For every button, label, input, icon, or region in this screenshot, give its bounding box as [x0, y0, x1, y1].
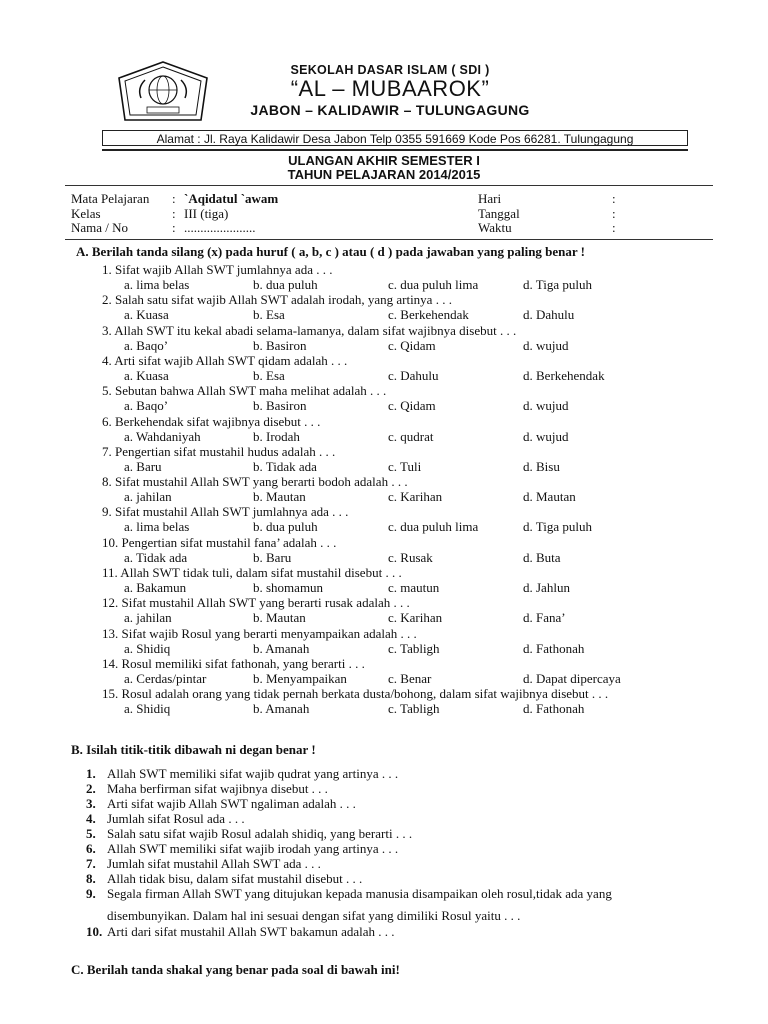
- exam-title-block: [250, 154, 518, 182]
- school-address: Alamat : Jl. Raya Kalidawir Desa Jabon Telp 0355 591669 Kode Pos 66281. Tulungagung: [156, 132, 634, 146]
- question-stem: 5. Sebutan bahwa Allah SWT maha melihat adalah . . .: [102, 383, 387, 398]
- option-b: b. dua puluh: [253, 519, 318, 534]
- info-sep: :: [172, 220, 176, 235]
- option-a: a. Baqo’: [124, 398, 169, 413]
- exam-year: TAHUN PELAJARAN 2014/2015: [287, 167, 481, 182]
- question-stem: 1. Sifat wajib Allah SWT jumlahnya ada . . .: [102, 262, 333, 277]
- item-number: 10.: [86, 924, 103, 939]
- address-rule: [102, 149, 688, 151]
- option-b: b. Baru: [253, 550, 292, 565]
- info-sep: :: [612, 206, 616, 221]
- option-a: a. jahilan: [124, 489, 172, 504]
- option-b: b. Tidak ada: [253, 459, 317, 474]
- option-c: c. Karihan: [388, 610, 443, 625]
- option-b: b. Mautan: [253, 489, 306, 504]
- item-number: 6.: [86, 841, 96, 856]
- option-d: d. Tiga puluh: [523, 519, 592, 534]
- section-b-title: B. Isilah titik-titik dibawah ni degan benar !: [71, 742, 316, 757]
- info-sep: :: [172, 191, 176, 206]
- option-c: c. Rusak: [388, 550, 433, 565]
- option-c: c. mautun: [388, 580, 440, 595]
- item-number: 7.: [86, 856, 96, 871]
- option-a: a. jahilan: [124, 610, 172, 625]
- fill-in-item: Allah SWT memiliki sifat wajib qudrat yang artinya . . .: [107, 766, 399, 781]
- item-number: 5.: [86, 826, 96, 841]
- option-c: c. Tuli: [388, 459, 422, 474]
- option-c: c. Qidam: [388, 338, 436, 353]
- divider-info: [65, 239, 713, 240]
- option-a: a. Kuasa: [124, 368, 169, 383]
- option-c: c. Tabligh: [388, 641, 440, 656]
- item-number: 1.: [86, 766, 96, 781]
- option-d: d. Tiga puluh: [523, 277, 592, 292]
- question-stem: 6. Berkehendak sifat wajibnya disebut . . .: [102, 414, 321, 429]
- item-number: 9.: [86, 886, 96, 901]
- option-b: b. Amanah: [253, 701, 310, 716]
- section-a-title: A. Berilah tanda silang (x) pada huruf ( a, b, c ) atau ( d ) pada jawaban yang paling benar !: [76, 244, 586, 259]
- info-label-date: Tanggal: [478, 206, 520, 221]
- question-stem: 12. Sifat mustahil Allah SWT yang berarti rusak adalah . . .: [102, 595, 410, 610]
- school-logo: [117, 60, 209, 122]
- item-number: 3.: [86, 796, 96, 811]
- info-label-class: Kelas: [71, 206, 101, 221]
- item-number: 4.: [86, 811, 96, 826]
- option-c: c. Qidam: [388, 398, 436, 413]
- option-b: b. Amanah: [253, 641, 310, 656]
- option-c: c. Benar: [388, 671, 432, 686]
- option-a: a. Baru: [124, 459, 162, 474]
- option-b: b. Irodah: [253, 429, 300, 444]
- option-d: d. Berkehendak: [523, 368, 605, 383]
- option-d: d. Fana’: [523, 610, 566, 625]
- fill-in-item: Arti dari sifat mustahil Allah SWT bakamun adalah . . .: [107, 924, 395, 939]
- option-b: b. Basiron: [253, 398, 307, 413]
- option-d: d. Buta: [523, 550, 561, 565]
- option-a: a. lima belas: [124, 519, 190, 534]
- fill-in-item-continued: disembunyikan. Dalam hal ini sesuai dengan sifat yang dimiliki Rosul yaitu . . .: [107, 908, 521, 923]
- option-a: a. Kuasa: [124, 307, 169, 322]
- option-a: a. Shidiq: [124, 641, 171, 656]
- option-c: c. Dahulu: [388, 368, 439, 383]
- school-emblem-icon: [117, 60, 209, 122]
- info-sep: :: [612, 191, 616, 206]
- option-b: b. shomamun: [253, 580, 324, 595]
- option-b: b. Esa: [253, 368, 285, 383]
- option-d: d. Dahulu: [523, 307, 575, 322]
- option-b: b. Menyampaikan: [253, 671, 347, 686]
- info-value-class: III (tiga): [184, 206, 229, 221]
- option-c: c. Berkehendak: [388, 307, 469, 322]
- info-value-name: ......................: [184, 220, 256, 235]
- question-stem: 2. Salah satu sifat wajib Allah SWT adalah irodah, yang artinya . . .: [102, 292, 452, 307]
- fill-in-item: Jumlah sifat Rosul ada . . .: [107, 811, 245, 826]
- item-number: 8.: [86, 871, 96, 886]
- option-a: a. Wahdaniyah: [124, 429, 201, 444]
- info-sep: :: [172, 206, 176, 221]
- fill-in-item: Allah tidak bisu, dalam sifat mustahil disebut . . .: [107, 871, 363, 886]
- info-label-name: Nama / No: [71, 220, 129, 235]
- option-a: a. Shidiq: [124, 701, 171, 716]
- option-d: d. Fathonah: [523, 641, 585, 656]
- exam-title: ULANGAN AKHIR SEMESTER I: [288, 153, 480, 168]
- info-value-subject: `Aqidatul `awam: [184, 191, 279, 206]
- section-c-title: C. Berilah tanda shakal yang benar pada soal di bawah ini!: [71, 962, 400, 977]
- option-a: a. lima belas: [124, 277, 190, 292]
- question-stem: 7. Pengertian sifat mustahil hudus adalah . . .: [102, 444, 336, 459]
- option-a: a. Bakamun: [124, 580, 187, 595]
- fill-in-item: Jumlah sifat mustahil Allah SWT ada . . .: [107, 856, 321, 871]
- question-stem: 14. Rosul memiliki sifat fathonah, yang berarti . . .: [102, 656, 365, 671]
- question-stem: 11. Allah SWT tidak tuli, dalam sifat mustahil disebut . . .: [102, 565, 402, 580]
- fill-in-item: Maha berfirman sifat wajibnya disebut . . .: [107, 781, 328, 796]
- option-c: c. dua puluh lima: [388, 519, 479, 534]
- option-d: d. wujud: [523, 398, 569, 413]
- school-type: SEKOLAH DASAR ISLAM ( SDI ): [290, 63, 490, 77]
- option-c: c. dua puluh lima: [388, 277, 479, 292]
- option-d: d. Jahlun: [523, 580, 570, 595]
- option-d: d. Dapat dipercaya: [523, 671, 621, 686]
- option-b: b. Esa: [253, 307, 285, 322]
- option-b: b. Basiron: [253, 338, 307, 353]
- option-b: b. dua puluh: [253, 277, 318, 292]
- option-d: d. Mautan: [523, 489, 576, 504]
- info-label-time: Waktu: [478, 220, 512, 235]
- info-label-day: Hari: [478, 191, 502, 206]
- divider-top: [65, 185, 713, 186]
- fill-in-item: Segala firman Allah SWT yang ditujukan kepada manusia disampaikan oleh rosul,tidak ada yang: [107, 886, 612, 901]
- option-d: d. Fathonah: [523, 701, 585, 716]
- option-a: a. Cerdas/pintar: [124, 671, 207, 686]
- option-c: c. Karihan: [388, 489, 443, 504]
- option-d: d. wujud: [523, 429, 569, 444]
- question-stem: 4. Arti sifat wajib Allah SWT qidam adalah . . .: [102, 353, 348, 368]
- option-c: c. qudrat: [388, 429, 434, 444]
- option-a: a. Tidak ada: [124, 550, 188, 565]
- option-c: c. Tabligh: [388, 701, 440, 716]
- question-stem: 15. Rosul adalah orang yang tidak pernah berkata dusta/bohong, dalam sifat wajibnya disebut . . .: [102, 686, 609, 701]
- option-d: d. Bisu: [523, 459, 560, 474]
- question-stem: 13. Sifat wajib Rosul yang berarti menyampaikan adalah . . .: [102, 626, 417, 641]
- option-a: a. Baqo’: [124, 338, 169, 353]
- option-b: b. Mautan: [253, 610, 306, 625]
- fill-in-item: Salah satu sifat wajib Rosul adalah shidiq, yang berarti . . .: [107, 826, 413, 841]
- school-name: “AL – MUBAAROK”: [290, 76, 490, 101]
- info-sep: :: [612, 220, 616, 235]
- question-stem: 10. Pengertian sifat mustahil fana’ adalah . . .: [102, 535, 337, 550]
- address-box: [102, 130, 688, 146]
- fill-in-item: Allah SWT memiliki sifat wajib irodah yang artinya . . .: [107, 841, 399, 856]
- info-label-subject: Mata Pelajaran: [71, 191, 150, 206]
- fill-in-item: Arti sifat wajib Allah SWT ngaliman adalah . . .: [107, 796, 356, 811]
- option-d: d. wujud: [523, 338, 569, 353]
- question-stem: 3. Allah SWT itu kekal abadi selama-lamanya, dalam sifat wajibnya disebut . . .: [102, 323, 517, 338]
- school-location: JABON – KALIDAWIR – TULUNGAGUNG: [250, 102, 530, 118]
- question-stem: 9. Sifat mustahil Allah SWT jumlahnya ada . . .: [102, 504, 349, 519]
- item-number: 2.: [86, 781, 96, 796]
- question-stem: 8. Sifat mustahil Allah SWT yang berarti bodoh adalah . . .: [102, 474, 408, 489]
